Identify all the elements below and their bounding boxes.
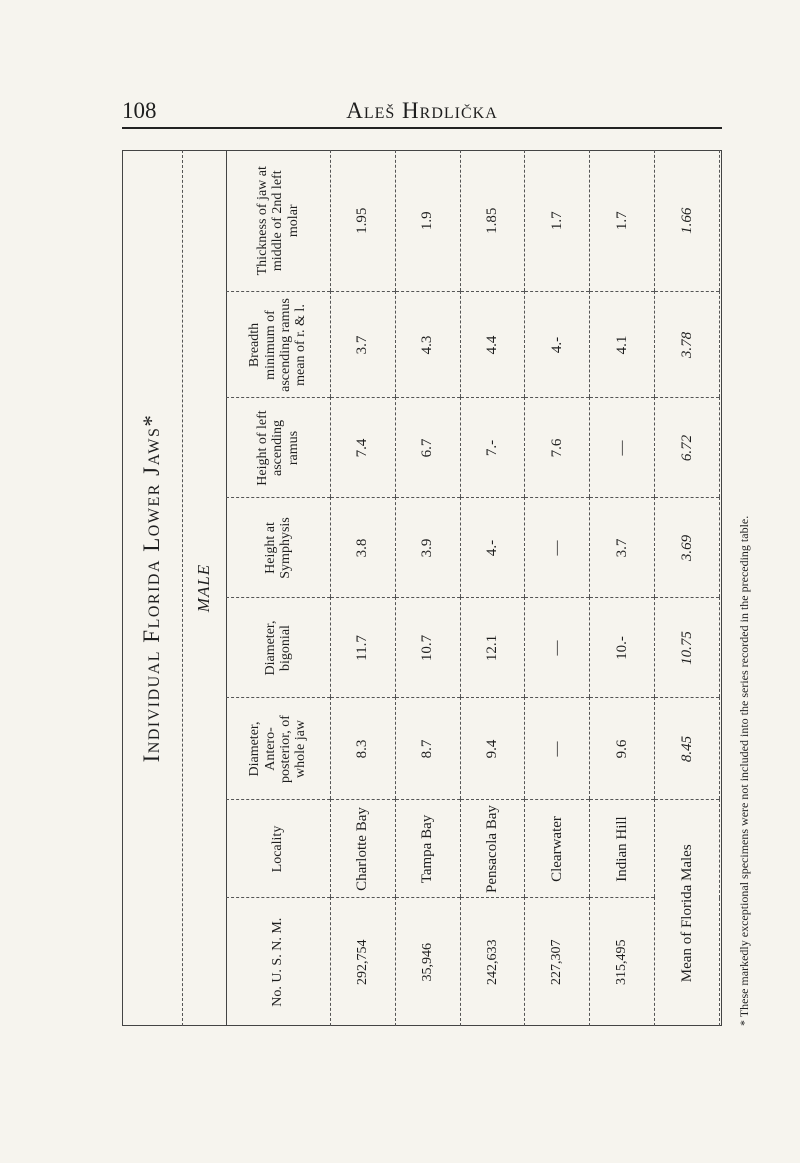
col-header-locality: Locality [226,800,331,898]
cell-value: 1.95 [331,150,396,292]
cell-value: 8.3 [331,698,396,800]
table-row [395,150,460,1026]
cell-locality: Indian Hill [590,800,655,898]
col-header-breadth-ascending-ramus: Breadth minimum of ascending ramus mean of r. & l. [226,292,331,398]
cell-catalog-number: 242,633 [460,898,525,1026]
cell-locality: Tampa Bay [395,800,460,898]
cell-value: 1.85 [460,150,525,292]
table-row [460,150,525,1026]
cell-value: 4.4 [460,292,525,398]
col-header-height-symphysis: Height at Symphysis [226,498,331,598]
mean-value: 10.75 [655,598,720,698]
cell-catalog-number: 315,495 [590,898,655,1026]
rotated-table-region [122,150,722,1026]
table-title: Individual Florida Lower Jaws* [122,150,183,1026]
table-row [525,150,590,1026]
footnote: * These markedly exceptional specimens were not included into the series recorded in the preceding table. [737,515,751,1026]
mean-value: 3.69 [655,498,720,598]
cell-catalog-number: 35,946 [395,898,460,1026]
table-header-row [226,150,331,1026]
cell-catalog-number: 227,307 [525,898,590,1026]
cell-value: 4.1 [590,292,655,398]
cell-locality: Clearwater [525,800,590,898]
mean-value: 6.72 [655,398,720,498]
cell-value: — [525,598,590,698]
cell-value: 7.- [460,398,525,498]
cell-value: 4.3 [395,292,460,398]
cell-value: 10.7 [395,598,460,698]
page-number: 108 [122,98,157,123]
col-header-thickness-jaw: Thickness of jaw at middle of 2nd left molar [226,150,331,292]
cell-value: — [590,398,655,498]
cell-value: 8.7 [395,698,460,800]
cell-value: 4.- [460,498,525,598]
col-header-diameter-antero-posterior: Diameter, Antero-posterior, of whole jaw [226,698,331,800]
mean-row-label: Mean of Florida Males [655,800,720,1026]
cell-value: 3.8 [331,498,396,598]
cell-value: 6.7 [395,398,460,498]
cell-locality: Pensacola Bay [460,800,525,898]
cell-value: — [525,698,590,800]
table-row [590,150,655,1026]
cell-value: 4.- [525,292,590,398]
mean-value: 3.78 [655,292,720,398]
header-rule [122,127,722,129]
cell-value: 7.4 [331,398,396,498]
col-header-diameter-bigonial: Diameter, bigonial [226,598,331,698]
col-header-height-ascending-ramus: Height of left ascending ramus [226,398,331,498]
table-row [331,150,396,1026]
cell-value: — [525,498,590,598]
cell-value: 1.7 [525,150,590,292]
cell-value: 7.6 [525,398,590,498]
mean-value: 1.66 [655,150,720,292]
cell-value: 9.6 [590,698,655,800]
cell-value: 12.1 [460,598,525,698]
cell-value: 10.- [590,598,655,698]
running-title: Aleš Hrdlička [346,98,498,123]
cell-value: 3.9 [395,498,460,598]
cell-locality: Charlotte Bay [331,800,396,898]
table-mean-row [655,150,720,1026]
cell-value: 3.7 [590,498,655,598]
mean-value: 8.45 [655,698,720,800]
col-header-catalog-number: No. U. S. N. M. [226,898,331,1026]
cell-value: 1.9 [395,150,460,292]
cell-value: 3.7 [331,292,396,398]
jaw-measurements-table [226,150,720,1026]
cell-value: 11.7 [331,598,396,698]
cell-value: 1.7 [590,150,655,292]
page-header [122,98,722,126]
cell-catalog-number: 292,754 [331,898,396,1026]
table-subtitle: MALE [182,150,227,1026]
cell-value: 9.4 [460,698,525,800]
